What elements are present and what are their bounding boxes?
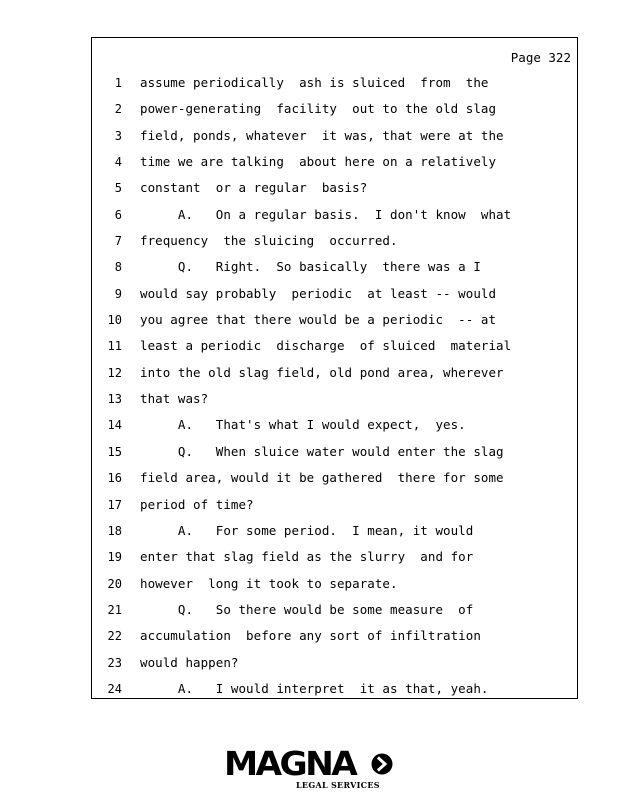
transcript-line — [92, 254, 577, 280]
transcript-line — [92, 465, 577, 491]
line-text: constant or a regular basis? — [140, 180, 368, 196]
chevron-right-circle-icon — [371, 753, 393, 775]
transcript-line — [92, 492, 577, 518]
line-number: 14 — [107, 418, 122, 433]
line-text: would happen? — [140, 654, 239, 670]
line-number: 12 — [107, 365, 122, 380]
line-number: 6 — [114, 207, 122, 222]
line-text: however long it took to separate. — [140, 575, 398, 591]
line-number: 24 — [107, 681, 122, 696]
transcript-line — [92, 70, 577, 96]
line-number: 8 — [114, 260, 122, 275]
line-number: 16 — [107, 471, 122, 486]
transcript-line — [92, 307, 577, 333]
line-number: 9 — [114, 286, 122, 301]
line-text: field, ponds, whatever it was, that were at the — [140, 127, 504, 143]
logo-wordmark: MAGNA — [224, 744, 356, 783]
line-number: 21 — [107, 602, 122, 617]
transcript-line — [92, 149, 577, 175]
transcript-line — [92, 597, 577, 623]
line-number: 2 — [114, 102, 122, 117]
transcript-line — [92, 333, 577, 359]
line-number: 4 — [114, 155, 122, 170]
line-text: enter that slag field as the slurry and for — [140, 549, 474, 565]
line-text: assume periodically ash is sluiced from the — [140, 75, 489, 90]
line-text: time we are talking about here on a relatively — [140, 154, 497, 170]
transcript-page — [91, 37, 578, 699]
line-number: 15 — [107, 444, 122, 459]
line-text: A. On a regular basis. I don't know what — [140, 206, 512, 222]
magna-logo — [224, 746, 399, 794]
line-number: 7 — [114, 234, 122, 249]
line-number: 23 — [107, 655, 122, 670]
line-number: 18 — [107, 523, 122, 538]
line-text: A. That's what I would expect, yes. — [140, 417, 466, 433]
transcript-line — [92, 386, 577, 412]
transcript-line — [92, 623, 577, 649]
line-number: 1 — [114, 76, 122, 90]
line-text: A. For some period. I mean, it would — [140, 522, 474, 538]
transcript-line — [92, 571, 577, 597]
line-text: Q. When sluice water would enter the slag — [140, 443, 504, 459]
line-text: would say probably periodic at least -- would — [140, 285, 497, 301]
line-number: 3 — [114, 128, 122, 143]
line-number: 22 — [107, 629, 122, 644]
line-text: Q. Right. So basically there was a I — [140, 259, 481, 275]
line-number: 10 — [107, 313, 122, 328]
transcript-line — [92, 281, 577, 307]
transcript-line — [92, 544, 577, 570]
transcript-lines — [92, 70, 577, 702]
transcript-line — [92, 412, 577, 438]
transcript-line — [92, 518, 577, 544]
page-number: Page 322 — [510, 50, 571, 65]
transcript-line — [92, 439, 577, 465]
line-number: 11 — [107, 339, 122, 354]
line-text: A. I would interpret it as that, yeah. — [140, 680, 489, 696]
transcript-line — [92, 228, 577, 254]
line-text: power-generating facility out to the old slag — [140, 101, 497, 117]
line-number: 13 — [107, 392, 122, 407]
transcript-line — [92, 175, 577, 201]
line-text: that was? — [140, 391, 209, 407]
line-text: Q. So there would be some measure of — [140, 601, 474, 617]
transcript-line — [92, 96, 577, 122]
transcript-line — [92, 650, 577, 676]
transcript-line — [92, 202, 577, 228]
line-text: period of time? — [140, 496, 254, 512]
line-text: accumulation before any sort of infiltration — [140, 628, 481, 644]
logo-subtitle: LEGAL SERVICES — [296, 780, 380, 790]
transcript-line — [92, 360, 577, 386]
transcript-line — [92, 123, 577, 149]
line-text: you agree that there would be a periodic -- at — [140, 312, 497, 328]
line-number: 5 — [114, 181, 122, 196]
line-text: frequency the sluicing occurred. — [140, 233, 398, 249]
line-text: into the old slag field, old pond area, wherever — [140, 364, 504, 380]
line-number: 20 — [107, 576, 122, 591]
line-text: least a periodic discharge of sluiced material — [140, 338, 512, 354]
line-number: 19 — [107, 550, 122, 565]
line-text: field area, would it be gathered there for some — [140, 470, 504, 486]
line-number: 17 — [107, 497, 122, 512]
transcript-line — [92, 676, 577, 702]
